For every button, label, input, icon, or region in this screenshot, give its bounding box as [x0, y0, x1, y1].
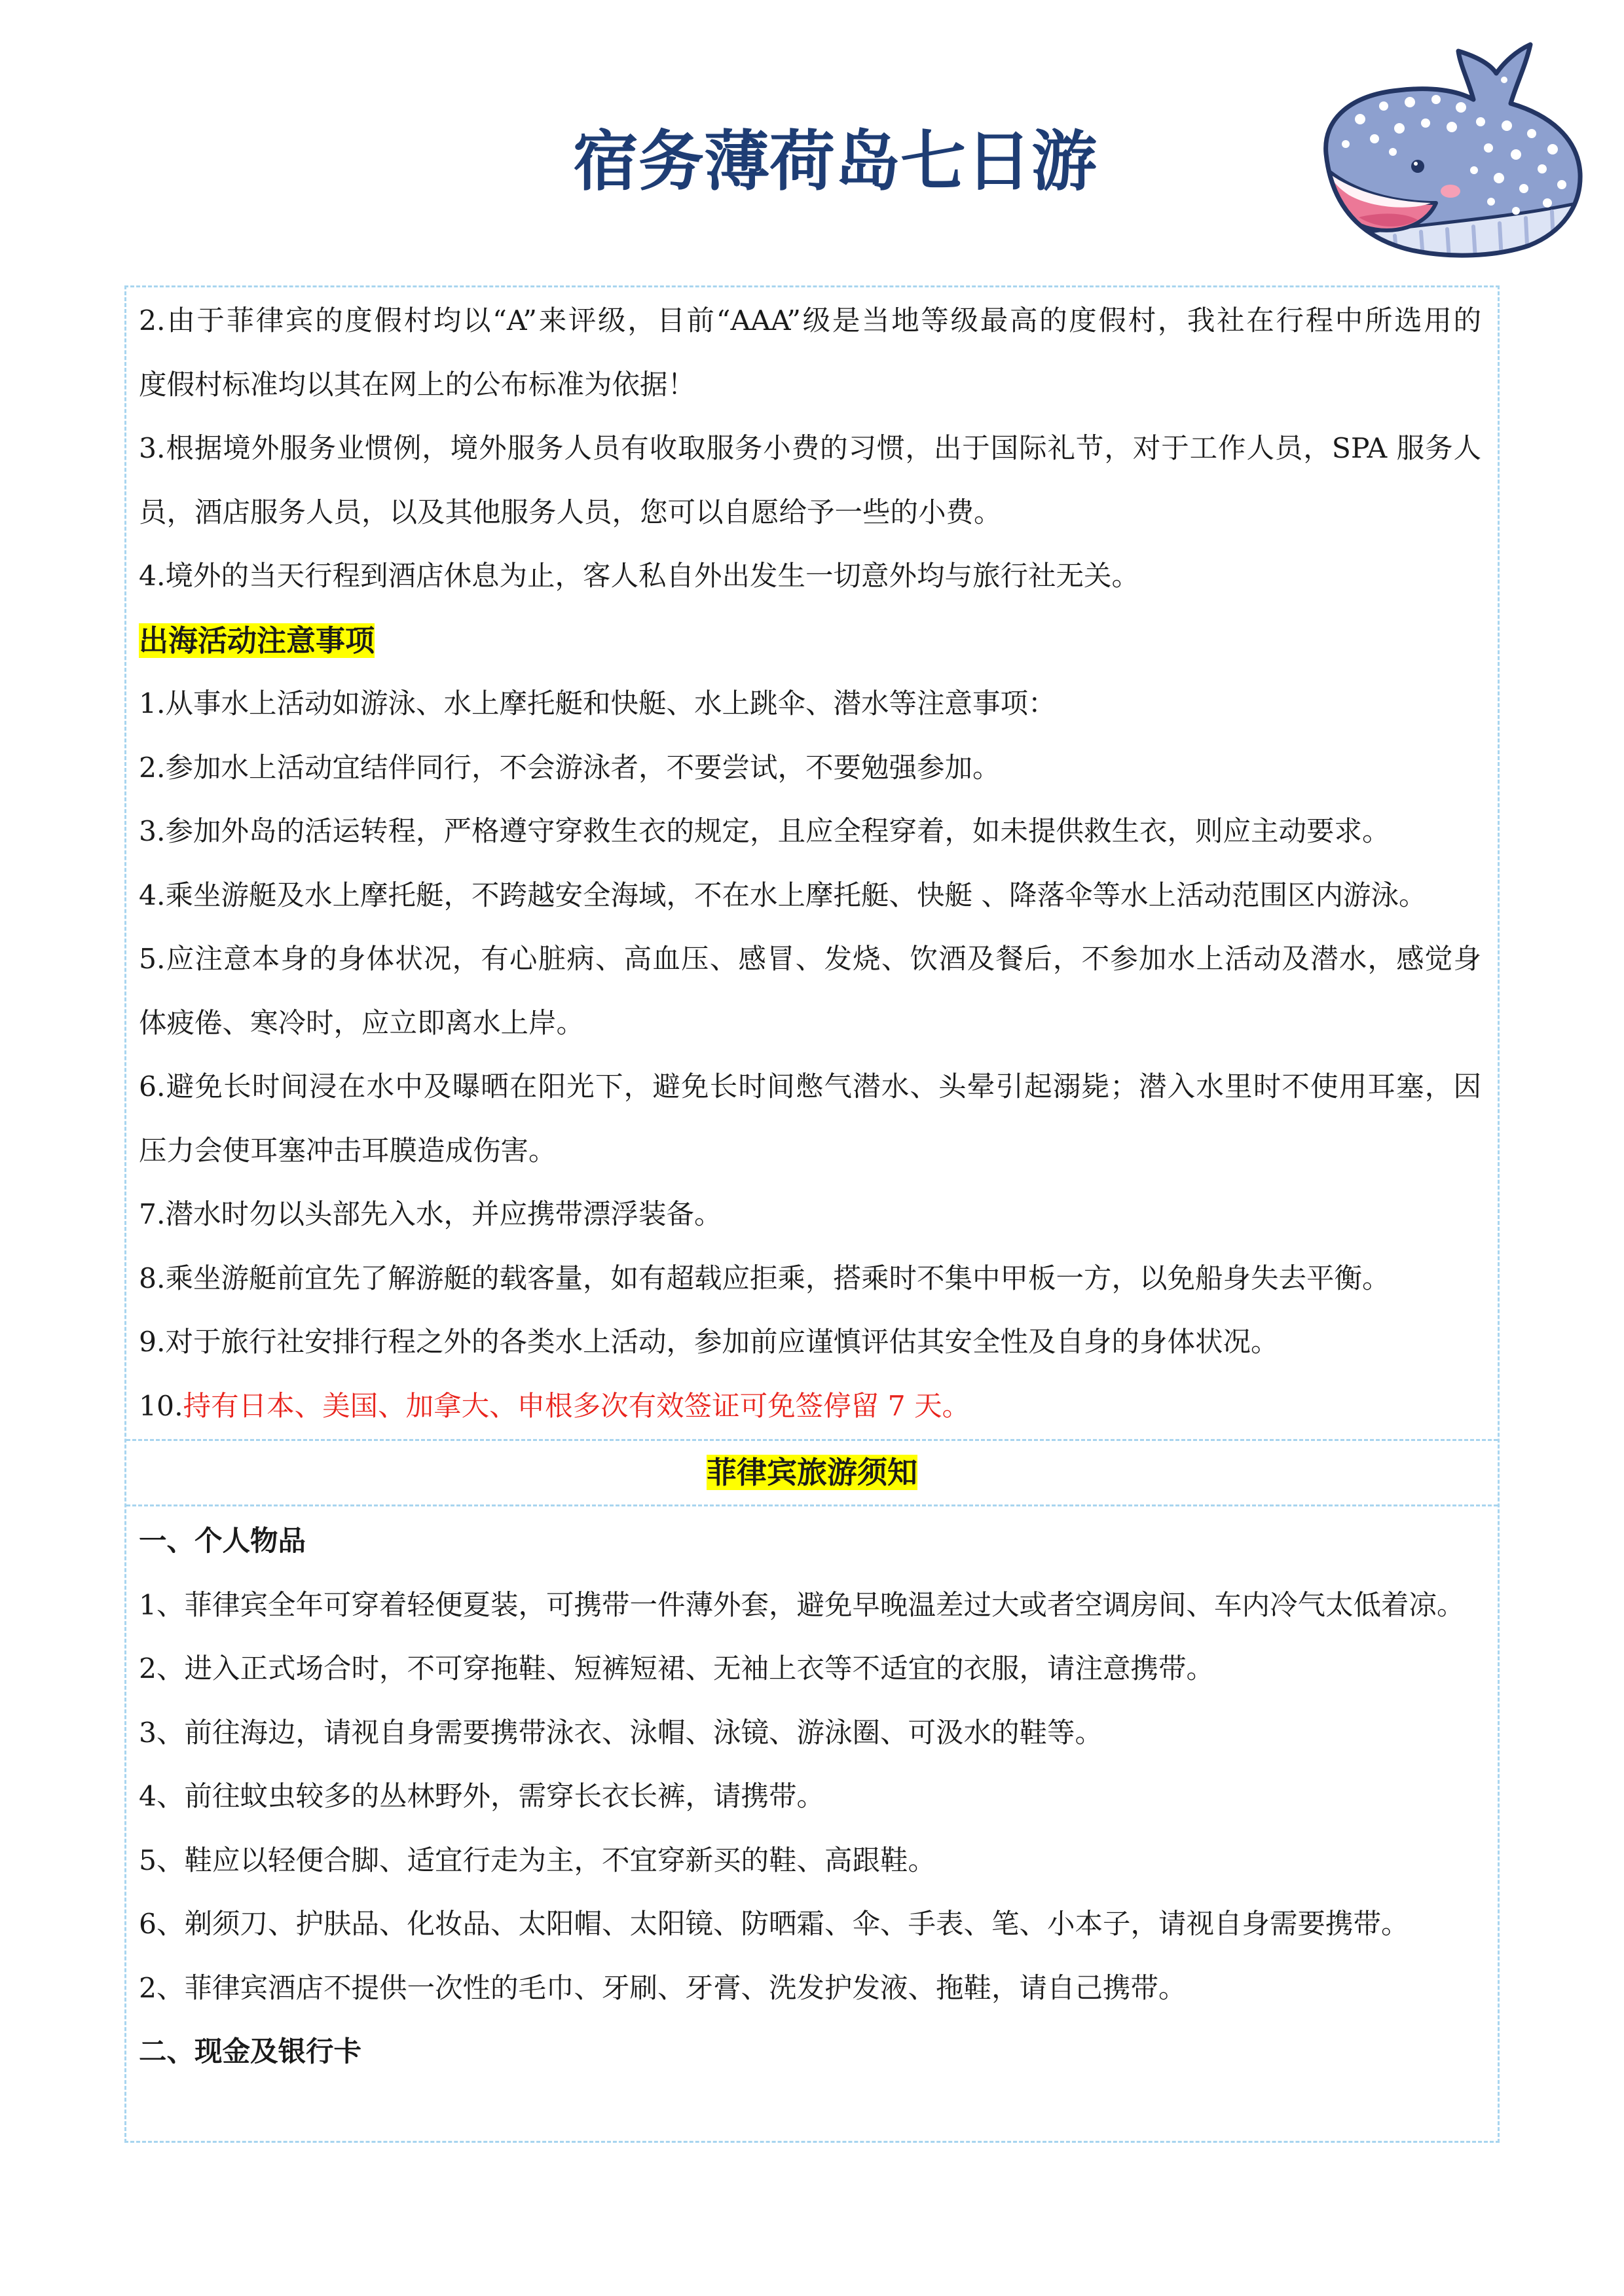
personal-item-line: 3、前往海边，请视自身需要携带泳衣、泳帽、泳镜、游泳圈、可汲水的鞋等。	[139, 1717, 1103, 1749]
personal-item-line: 5、鞋应以轻便合脚、适宜行走为主，不宜穿新买的鞋、高跟鞋。	[139, 1844, 936, 1877]
travel-guide-section	[126, 1504, 1498, 2141]
sea-activities-heading-row	[139, 609, 1481, 673]
sea-activity-line: 6.避免长时间浸在水中及曝晒在阳光下，避免长时间憋气潜水、头晕引起溺毙；潜入水里时不使用耳塞，因	[139, 1071, 1481, 1103]
page-title: 宿务薄荷岛七日游	[573, 122, 1097, 200]
personal-item-line: 1、菲律宾全年可穿着轻便夏装，可携带一件薄外套，避免早晚温差过大或者空调房间、车内冷气太低着凉。	[139, 1589, 1465, 1622]
visa-note-text: 持有日本、美国、加拿大、申根多次有效签证可免签停留 7 天。	[183, 1390, 970, 1423]
sea-activity-line: 8.乘坐游艇前宜先了解游艇的载客量，如有超载应拒乘，搭乘时不集中甲板一方，以免船身失去平衡。	[139, 1262, 1390, 1295]
personal-item-line: 6、剃须刀、护肤品、化妆品、太阳帽、太阳镜、防晒霜、伞、手表、笔、小本子，请视自身需要携带。	[139, 1908, 1409, 1941]
sea-activity-line: 1.从事水上活动如游泳、水上摩托艇和快艇、水上跳伞、潜水等注意事项：	[139, 688, 1056, 720]
personal-item-line: 4、前往蚊虫较多的丛林野外，需穿长衣长裤，请携带。	[139, 1781, 825, 1813]
sea-activity-line: 体疲倦、寒冷时，应立即离水上岸。	[139, 1007, 585, 1040]
sea-activity-line: 3.参加外岛的活运转程，严格遵守穿救生衣的规定，且应全程穿着，如未提供救生衣，则应主动要求。	[139, 816, 1390, 848]
sea-activity-line: 9.对于旅行社安排行程之外的各类水上活动，参加前应谨慎评估其安全性及自身的身体状况。	[139, 1326, 1279, 1358]
sea-activity-line: 7.潜水时勿以头部先入水，并应携带漂浮装备。	[139, 1199, 722, 1231]
personal-item-line: 2、菲律宾酒店不提供一次性的毛巾、牙刷、牙膏、洗发护发液、拖鞋，请自己携带。	[139, 1972, 1187, 2005]
sea-activities-heading: 出海活动注意事项	[139, 623, 375, 658]
whale-blush	[1441, 185, 1460, 198]
general-note-line: 2.由于菲律宾的度假村均以“A”来评级，目前“AAA”级是当地等级最高的度假村，我社在行程中所选用的	[139, 305, 1481, 337]
sea-activity-line: 2.参加水上活动宜结伴同行，不会游泳者，不要尝试，不要勉强参加。	[139, 752, 1001, 784]
travel-guide-heading: 菲律宾旅游须知	[707, 1455, 917, 1490]
visa-note	[139, 1375, 1481, 1439]
sea-activity-line: 5.应注意本身的身体状况，有心脏病、高血压、感冒、发烧、饮酒及餐后，不参加水上活动及潜水，感觉身	[139, 943, 1481, 975]
sea-activity-line: 压力会使耳塞冲击耳膜造成伤害。	[139, 1135, 557, 1167]
whale-shark-icon	[1320, 39, 1585, 259]
personal-item-line: 2、进入正式场合时，不可穿拖鞋、短裤短裙、无袖上衣等不适宜的衣服，请注意携带。	[139, 1653, 1215, 1685]
general-note-line: 度假村标准均以其在网上的公布标准为依据！	[139, 369, 696, 401]
sea-activity-line: 4.乘坐游艇及水上摩托艇，不跨越安全海域，不在水上摩托艇、快艇 、降落伞等水上活动范围区内游泳。	[139, 879, 1427, 912]
notes-section	[126, 287, 1498, 1439]
personal-items-heading: 一、个人物品	[139, 1525, 306, 1558]
visa-note-number: 10.	[139, 1390, 183, 1423]
general-note-line: 3.根据境外服务业惯例，境外服务人员有收取服务小费的习惯，出于国际礼节，对于工作人员，SPA 服务人	[139, 433, 1481, 465]
travel-guide-heading-row	[126, 1439, 1498, 1504]
general-note-line: 4.境外的当天行程到酒店休息为止，客人私自外出发生一切意外均与旅行社无关。	[139, 560, 1140, 592]
cash-cards-heading: 二、现金及银行卡	[139, 2035, 362, 2068]
notice-box	[124, 285, 1500, 2143]
whale-eye-highlight	[1414, 162, 1418, 166]
general-note-line: 员，酒店服务人员，以及其他服务人员，您可以自愿给予一些的小费。	[139, 496, 1002, 529]
whale-eye	[1411, 160, 1424, 173]
